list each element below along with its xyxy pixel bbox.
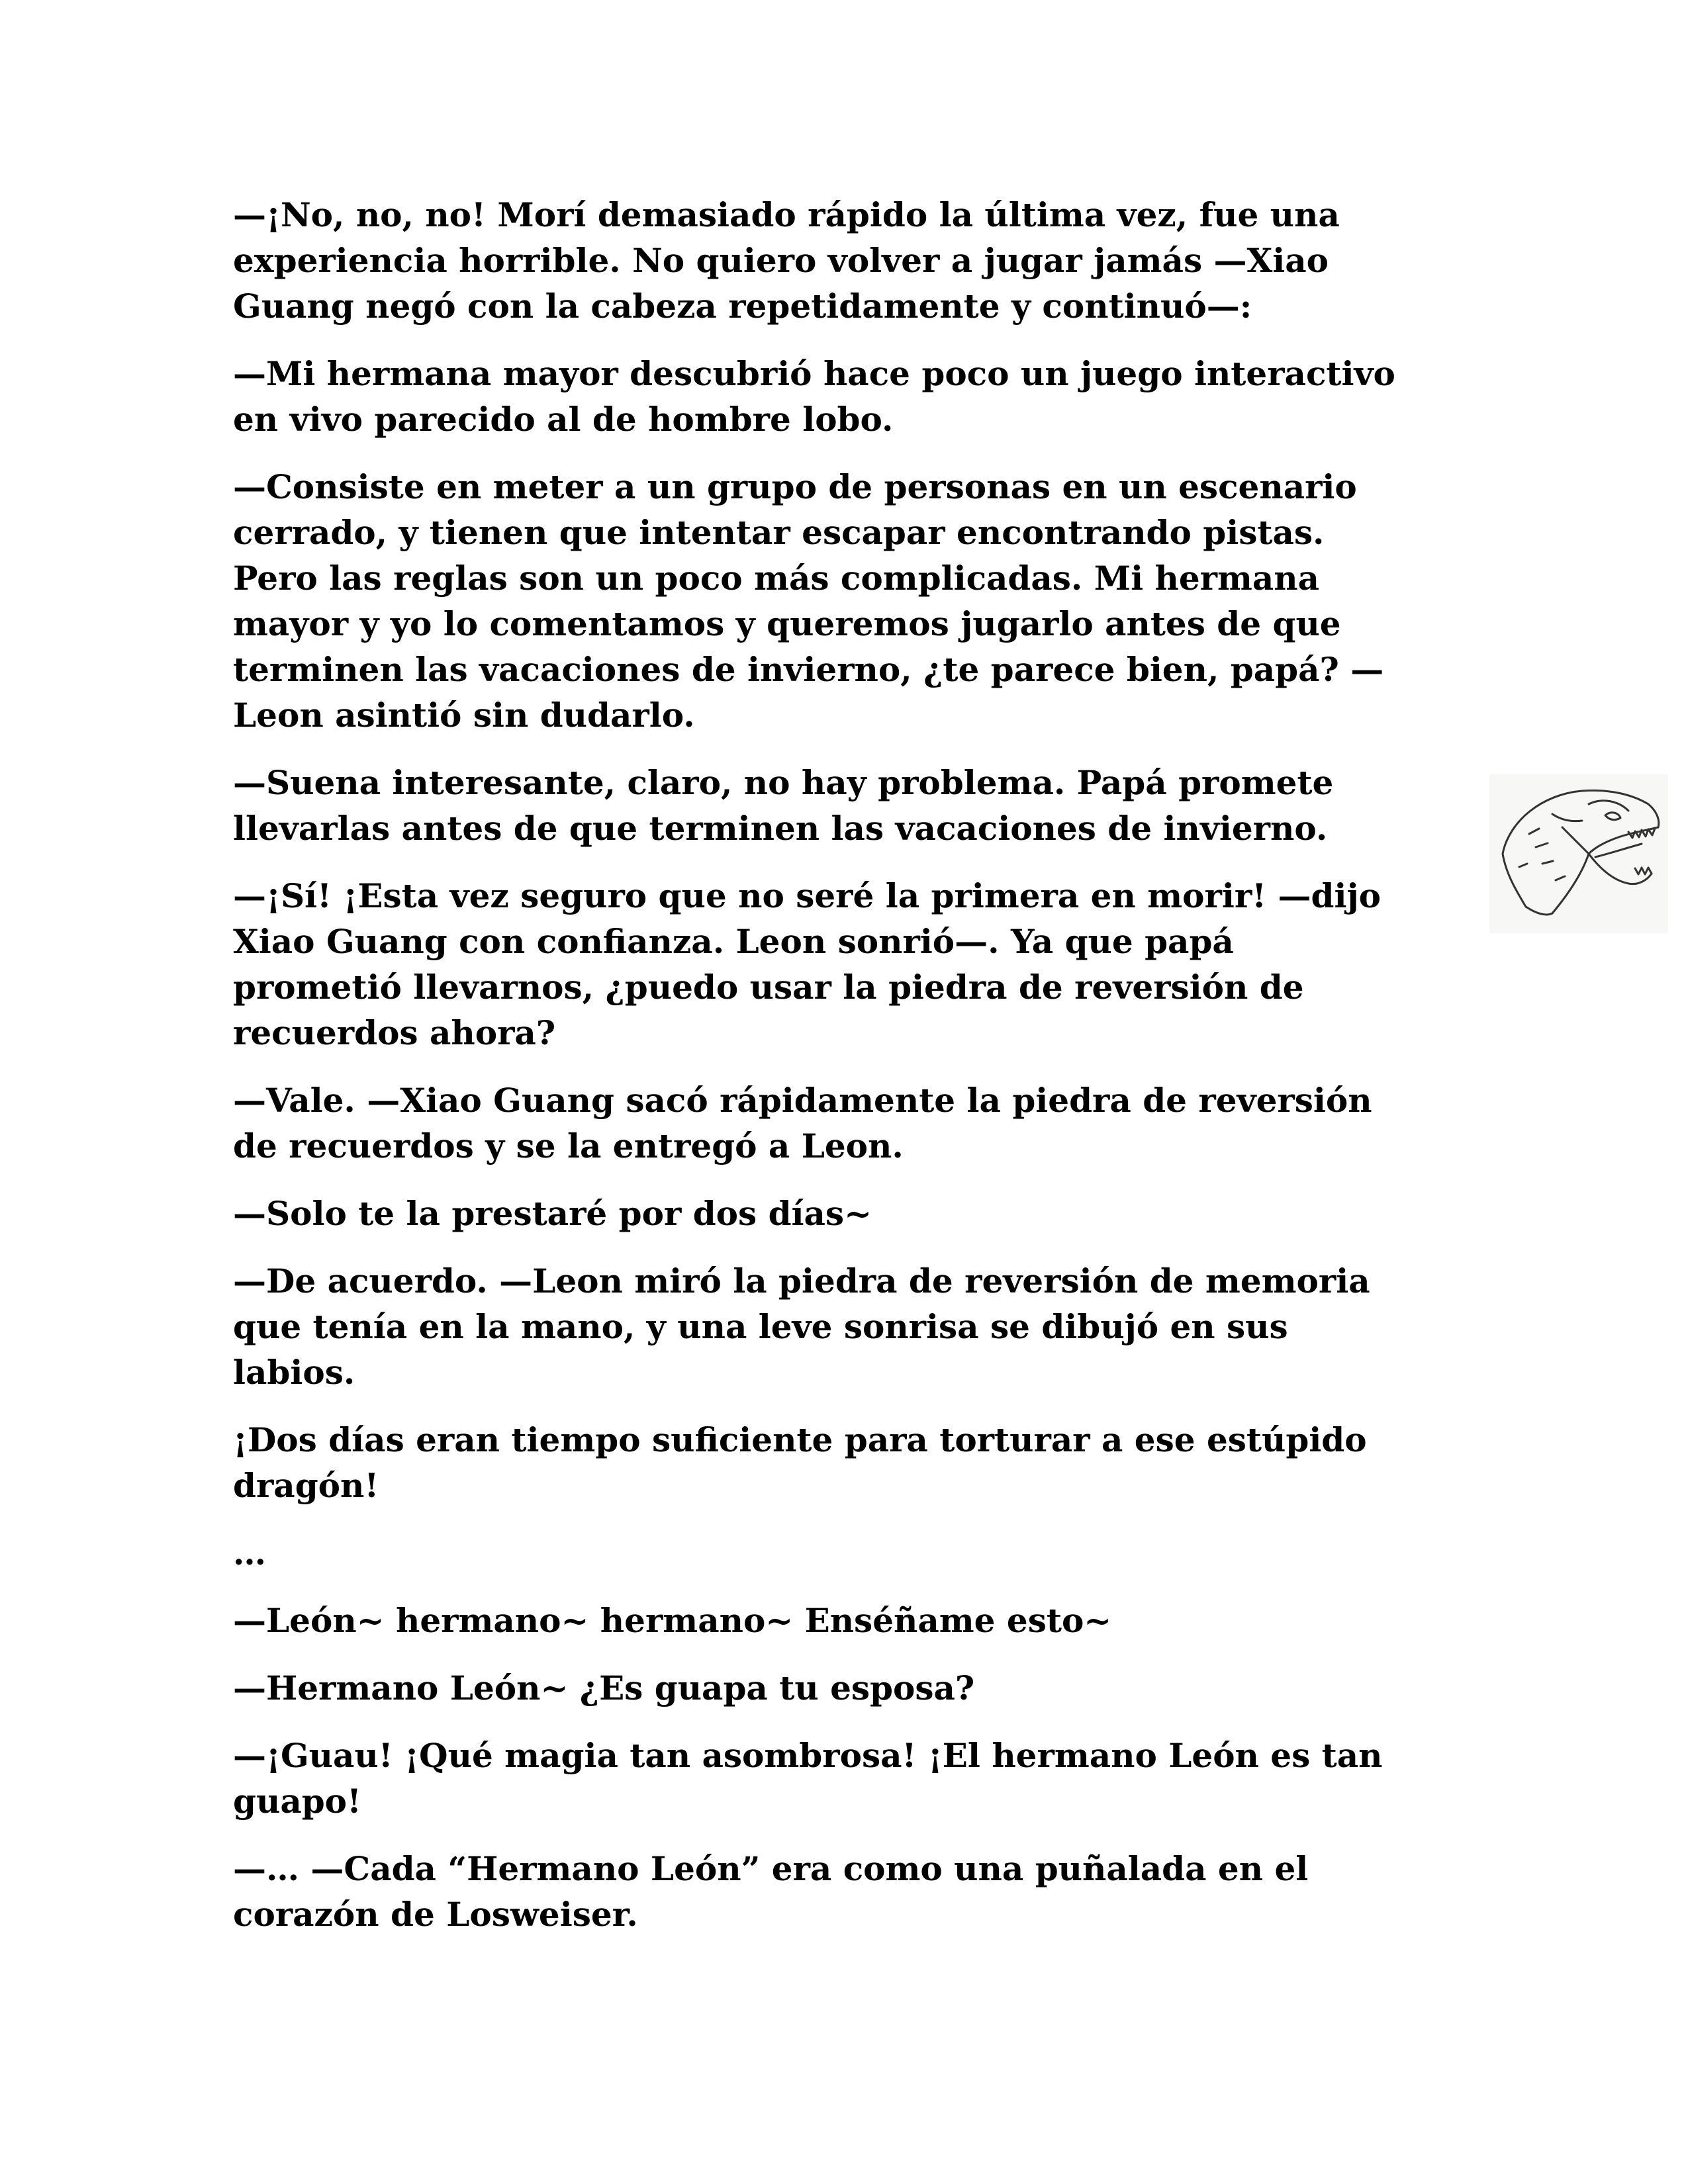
- paragraph: —Consiste en meter a un grupo de personas en un escenario cerrado, y tienen que intentar escapar encontrando pistas. Pero las reglas son un poco más complicadas. Mi hermana mayor y yo lo comentamos y queremos jugarlo antes de que terminen las vacaciones de invierno, ¿te parece bien, papá? — Leon asintió sin dudarlo.: [233, 467, 1384, 735]
- paragraph: —¡No, no, no! Morí demasiado rápido la última vez, fue una experiencia horrible. No quiero volver a jugar jamás —Xiao Guang negó con la cabeza repetidamente y continuó—:: [233, 195, 1340, 326]
- paragraph: —Vale. —Xiao Guang sacó rápidamente la piedra de reversión de recuerdos y se la entregó a Leon.: [233, 1081, 1372, 1165]
- text-body: [233, 192, 1464, 1959]
- paragraph: —Hermano León~ ¿Es guapa tu esposa?: [233, 1668, 975, 1707]
- paragraph: —¡Guau! ¡Qué magia tan asombrosa! ¡El hermano León es tan guapo!: [233, 1736, 1383, 1821]
- paragraph: —… —Cada “Hermano León” era como una puñalada en el corazón de Losweiser.: [233, 1849, 1309, 1934]
- paragraph: —Mi hermana mayor descubrió hace poco un juego interactivo en vivo parecido al de hombre lobo.: [233, 354, 1395, 439]
- paragraph: …: [233, 1533, 266, 1572]
- paragraph: ¡Dos días eran tiempo suficiente para torturar a ese estúpido dragón!: [233, 1420, 1367, 1505]
- dinosaur-head-sketch-icon: [1489, 774, 1668, 933]
- paragraph: —¡Sí! ¡Esta vez seguro que no seré la primera en morir! —dijo Xiao Guang con confianza. Leon sonrió—. Ya que papá prometió llevarnos, ¿puedo usar la piedra de reversión de recuerdos ahora?: [233, 876, 1381, 1052]
- paragraph: —León~ hermano~ hermano~ Enséñame esto~: [233, 1601, 1112, 1640]
- paragraph: —Suena interesante, claro, no hay problema. Papá promete llevarlas antes de que terminen las vacaciones de invierno.: [233, 763, 1334, 848]
- paragraph: —Solo te la prestaré por dos días~: [233, 1194, 872, 1233]
- paragraph: —De acuerdo. —Leon miró la piedra de reversión de memoria que tenía en la mano, y una leve sonrisa se dibujó en sus labios.: [233, 1261, 1370, 1392]
